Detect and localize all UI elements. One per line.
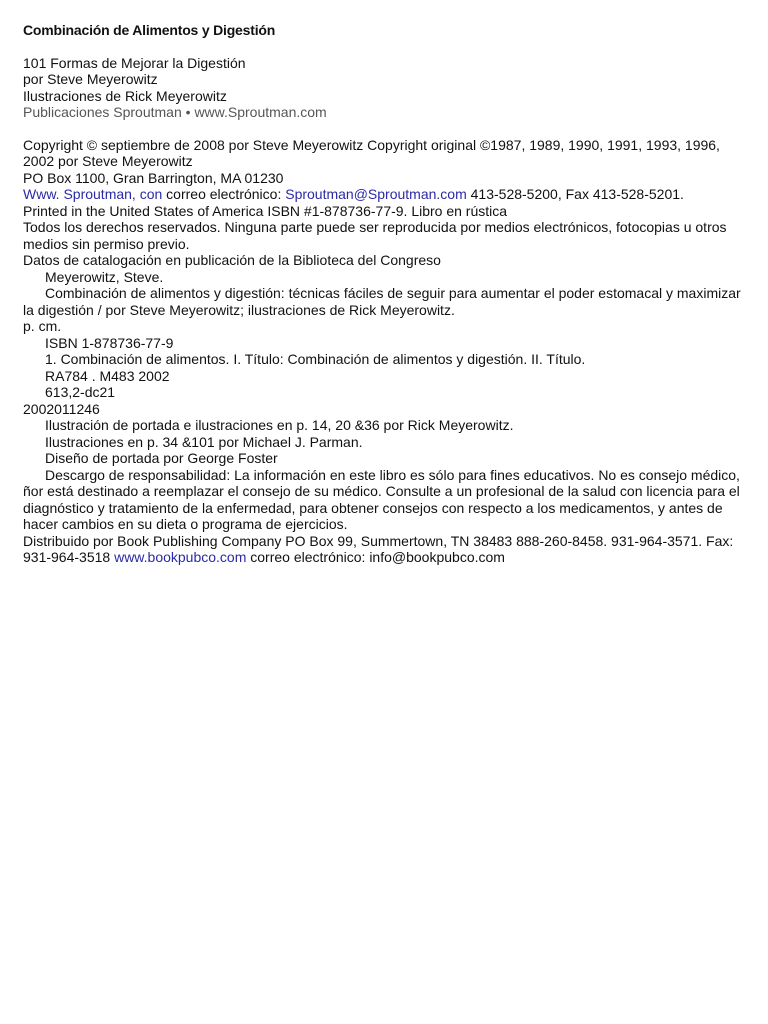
design-credit: Diseño de portada por George Foster: [45, 450, 278, 466]
book-illustrator: Ilustraciones de Rick Meyerowitz: [23, 87, 227, 104]
illustration-credit: Ilustraciones en p. 34 &101 por Michael J. Parman.: [45, 433, 363, 450]
book-author: por Steve Meyerowitz: [23, 71, 158, 87]
book-subtitle: 101 Formas de Mejorar la Digestión: [23, 54, 246, 71]
rights-reserved: Todos los derechos reservados. Ninguna parte puede ser reproducida por medios electrónicos, fotocopias u otros medios sin permiso previo.: [23, 219, 727, 252]
email-label: correo electrónico:: [162, 186, 286, 202]
catalog-pages: p. cm.: [23, 318, 62, 334]
printed-line: Printed in the United States of America ISBN #1-878736-77-9. Libro en rústica: [23, 202, 508, 219]
sproutman-web-link[interactable]: Www. Sproutman, con: [23, 186, 163, 202]
contact-line: [23, 186, 746, 203]
phone-fax: 413-528-5200, Fax 413-528-5201.: [466, 186, 684, 202]
distribution-email: correo electrónico: info@bookpubco.com: [246, 549, 505, 565]
catalog-subjects: 1. Combinación de alimentos. I. Título: Combinación de alimentos y digestión. II. Título.: [45, 351, 586, 367]
catalog-dewey: 613,2-dc21: [45, 384, 116, 400]
page-title: Combinación de Alimentos y Digestión: [23, 22, 276, 38]
catalog-author: Meyerowitz, Steve.: [45, 268, 164, 285]
catalog-call-number: RA784 . M483 2002: [45, 367, 170, 384]
catalog-entry: Combinación de alimentos y digestión: técnicas fáciles de seguir para aumentar el poder estomacal y maximizar la digestión / por Steve Meyerowitz; ilustraciones de Rick Meyerowitz.: [23, 285, 741, 318]
distribution-text: Distribuido por Book Publishing Company PO Box 99, Summertown, TN 38483 888-260-8458. 931-964-3571. Fax: 931-964-3518: [23, 532, 734, 565]
bookpubco-web-link[interactable]: www.bookpubco.com: [114, 549, 247, 565]
copyright-address: PO Box 1100, Gran Barrington, MA 01230: [23, 169, 284, 186]
catalog-lccn: 2002011246: [23, 400, 100, 417]
sproutman-email-link[interactable]: Sproutman@Sproutman.com: [285, 186, 467, 202]
catalog-heading: Datos de catalogación en publicación de la Biblioteca del Congreso: [23, 252, 441, 268]
distribution-line: [23, 533, 746, 566]
disclaimer: Descargo de responsabilidad: La información en este libro es sólo para fines educativos. No es consejo médico, ñor está destinado a reemplazar el consejo de su médico. Consulte a un profesional de la salud con licencia para el diagnóstico y tratamiento de la enfermedad, para obtener consejos con respecto a los medicamentos, y antes de hacer cambios en su dieta o programa de ejercicios.: [23, 466, 740, 532]
book-publisher: Publicaciones Sproutman • www.Sproutman.com: [23, 104, 327, 120]
catalog-isbn: ISBN 1-878736-77-9: [45, 334, 174, 351]
cover-credit: Ilustración de portada e ilustraciones en p. 14, 20 &36 por Rick Meyerowitz.: [45, 417, 514, 433]
copyright-text: Copyright © septiembre de 2008 por Steve Meyerowitz Copyright original ©1987, 1989, 1990, 1991, 1993, 1996, 2002 por Steve Meyerowitz: [23, 136, 720, 169]
